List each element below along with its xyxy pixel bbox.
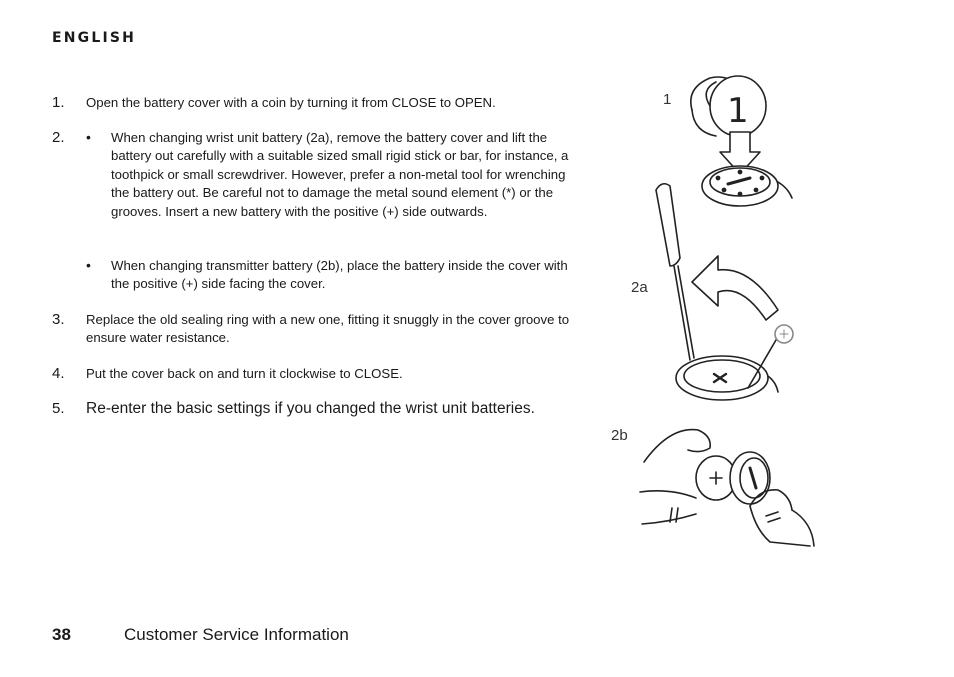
step-text: Put the cover back on and turn it clockwise to CLOSE. xyxy=(86,366,403,381)
bullet-text: When changing wrist unit battery (2a), remove the battery cover and lift the battery out carefully with a suitable sized small rigid stick or bar, for instance, a toothpick or small screwdriver. However, prefer a non-metal tool for wrenching the battery out. Be careful not to damage the metal sound element (*) or the grooves. Insert a new battery with the positive (+) side outwards. xyxy=(111,130,569,219)
step-number: 3. xyxy=(52,311,65,328)
bullet-marker: • xyxy=(86,129,91,145)
step-number: 5. xyxy=(52,400,65,417)
page-number: 38 xyxy=(52,625,71,644)
label-step-2b: 2b xyxy=(611,427,628,444)
bullet-marker: • xyxy=(86,257,91,273)
transmitter-cover-icon xyxy=(730,452,770,504)
coin-icon xyxy=(691,76,766,136)
step-text: Replace the old sealing ring with a new one, fitting it snuggly in the cover groove to ensure water resistance. xyxy=(86,312,570,346)
screwdriver-icon xyxy=(656,184,694,360)
step-number: 1. xyxy=(52,94,65,111)
step-number: 4. xyxy=(52,365,65,382)
step-number: 2. xyxy=(52,129,65,146)
battery-compartment-icon xyxy=(676,325,793,400)
step-text: Re-enter the basic settings if you changed the wrist unit batteries. xyxy=(86,400,535,417)
bullet-text: When changing transmitter battery (2b), place the battery inside the cover with the positive (+) side facing the cover. xyxy=(111,258,568,292)
language-heading: ENGLISH xyxy=(52,30,137,46)
section-title: Customer Service Information xyxy=(124,625,349,644)
step-text: Open the battery cover with a coin by turning it from CLOSE to OPEN. xyxy=(86,95,496,110)
lift-arrow-icon xyxy=(692,256,778,320)
battery-change-illustration xyxy=(600,70,840,560)
label-step-2a: 2a xyxy=(631,279,648,296)
coin-digit: 1 xyxy=(727,91,749,131)
battery-cover-icon xyxy=(702,166,792,206)
label-step-1: 1 xyxy=(663,91,672,108)
